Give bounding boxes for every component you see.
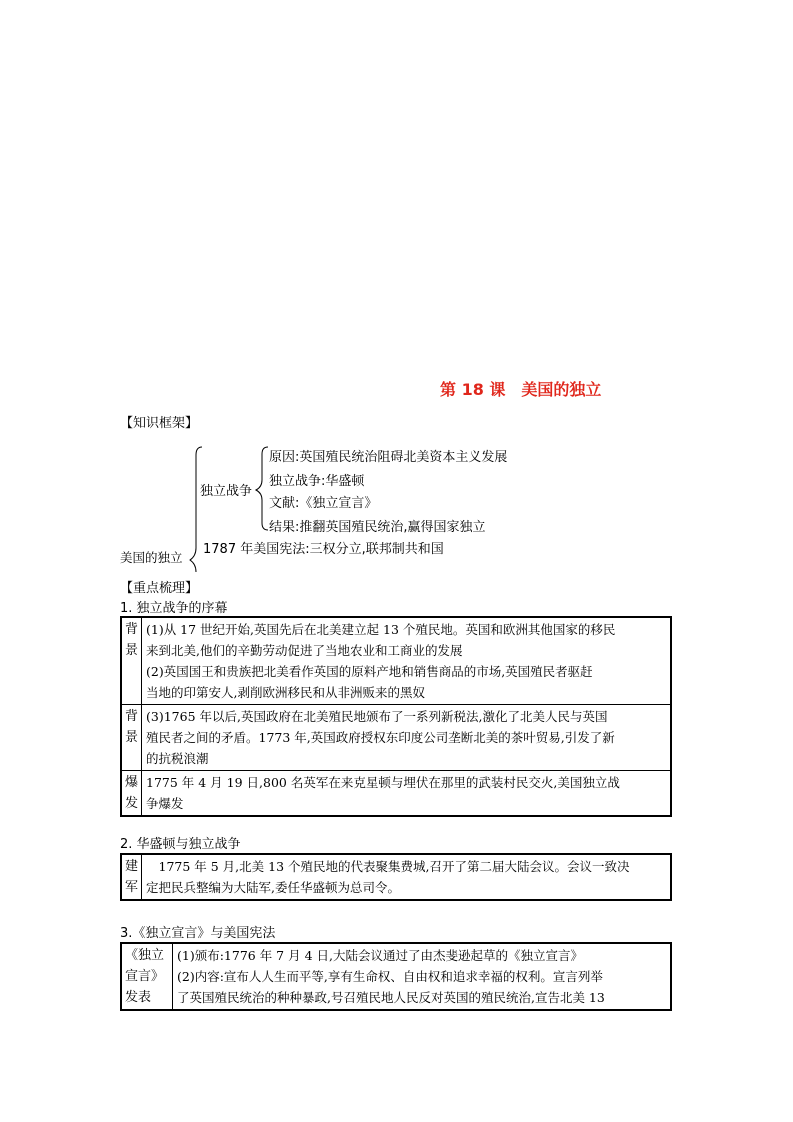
table-washington — [120, 853, 672, 901]
outer-brace — [190, 447, 202, 572]
section-framework-heading: 【知识框架】 — [120, 416, 199, 431]
row-content: 1775 年 5 月,北美 13 个殖民地的代表聚集费城,召开了第二届大陆会议。会议一致决 定把民兵整编为大陆军,委任华盛顿为总司令。 — [142, 854, 672, 900]
table-row — [121, 771, 671, 817]
framework-leader: 独立战争:华盛顿 — [269, 474, 365, 489]
framework-document: 文献:《独立宣言》 — [269, 496, 378, 511]
table-row — [121, 854, 671, 900]
row-label: 建 军 — [121, 854, 142, 900]
framework-cause: 原因:英国殖民统治阻碍北美资本主义发展 — [269, 450, 508, 465]
row-label: 背 景 — [121, 705, 142, 771]
row-content: (3)1765 年以后,英国政府在北美殖民地颁布了一系列新税法,激化了北美人民与英国 殖民者之间的矛盾。1773 年,英国政府授权东印度公司垄断北美的茶叶贸易,引发了新 的抗税浪潮 — [142, 705, 672, 771]
section-3-heading: 3.《独立宣言》与美国宪法 — [120, 926, 276, 941]
section-2-heading: 2. 华盛顿与独立战争 — [120, 837, 241, 852]
lesson-title: 第 18 课 美国的独立 — [440, 380, 602, 399]
row-content: (1)从 17 世纪开始,英国先后在北美建立起 13 个殖民地。英国和欧洲其他国家的移民 来到北美,他们的辛勤劳动促进了当地农业和工商业的发展 (2)英国国王和贵族把北美看作英国的原料产地和销售商品的市场,英国殖民者驱赶 当地的印第安人,剥削欧洲移民和从非洲贩来的黑奴 — [142, 617, 672, 705]
table-row — [121, 943, 671, 1010]
table-row — [121, 705, 671, 771]
table-row — [121, 617, 671, 705]
framework-war: 独立战争 — [200, 484, 253, 499]
row-content: 1775 年 4 月 19 日,800 名英军在来克星顿与埋伏在那里的武装村民交火,美国独立战 争爆发 — [142, 771, 672, 817]
row-label: 《独立 宣言》 发表 — [121, 943, 173, 1010]
row-content: (1)颁布:1776 年 7 月 4 日,大陆会议通过了由杰斐逊起草的《独立宣言》 (2)内容:宣布人人生而平等,享有生命权、自由权和追求幸福的权利。宣言列举 了英国殖民统治的种种暴政,号召殖民地人民反对英国的殖民统治,宣告北美 13 — [173, 943, 672, 1010]
framework-constitution: 1787 年美国宪法:三权分立,联邦制共和国 — [203, 542, 444, 557]
framework-result: 结果:推翻英国殖民统治,赢得国家独立 — [269, 520, 486, 535]
table-declaration — [120, 942, 672, 1011]
row-label: 爆 发 — [121, 771, 142, 817]
row-label: 背 景 — [121, 617, 142, 705]
section-1-heading: 1. 独立战争的序幕 — [120, 601, 228, 616]
section-keypoints-heading: 【重点梳理】 — [120, 581, 199, 596]
inner-brace — [256, 447, 268, 530]
framework-root: 美国的独立 — [120, 550, 183, 565]
table-war-prelude — [120, 616, 672, 817]
